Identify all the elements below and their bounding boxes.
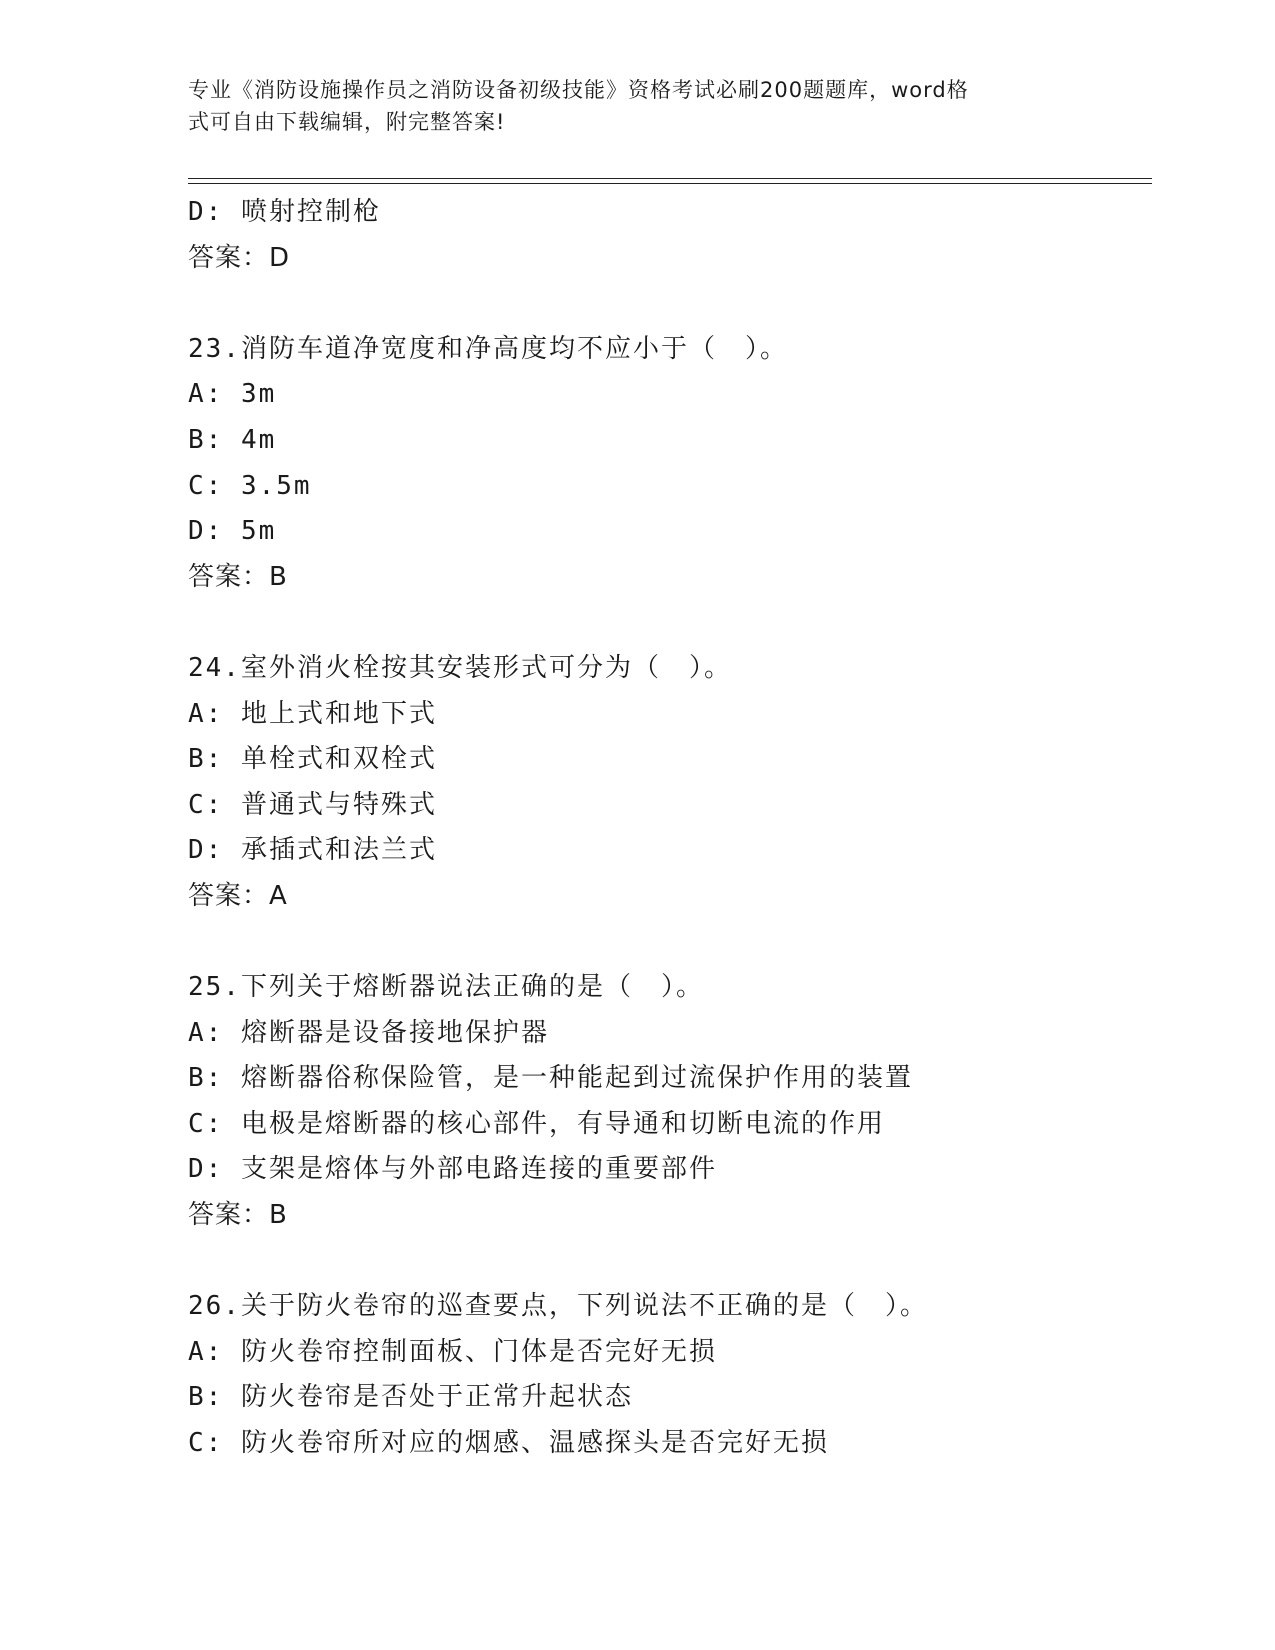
answer: 答案：B [188,561,288,592]
question-stem: 26.关于防火卷帘的巡查要点，下列说法不正确的是（ ）。 [188,1291,928,1322]
header-rule-top [188,178,1152,179]
question-stem: 25.下列关于熔断器说法正确的是（ ）。 [188,972,704,1003]
spacer [188,1239,1152,1285]
option-b: B: 防火卷帘是否处于正常升起状态 [188,1382,633,1413]
option-b: B: 4m [188,424,277,455]
option-a: A: 地上式和地下式 [188,698,437,729]
spacer [188,600,1152,646]
question-stem: 24.室外消火栓按其安装形式可分为（ ）。 [188,652,732,683]
question-26 [188,1284,1152,1466]
prev-answer: 答案：D [188,242,291,273]
prev-option-d: D: 喷射控制枪 [188,197,381,227]
option-d: D: 承插式和法兰式 [188,835,437,866]
option-a: A: 熔断器是设备接地保护器 [188,1017,549,1048]
option-c: C: 3.5m [188,470,312,501]
document-header [188,74,1068,138]
option-c: C: 防火卷帘所对应的烟感、温感探头是否完好无损 [188,1428,829,1459]
option-b: B: 熔断器俗称保险管，是一种能起到过流保护作用的装置 [188,1063,913,1094]
option-b: B: 单栓式和双栓式 [188,744,437,775]
question-23 [188,327,1152,601]
question-24 [188,646,1152,920]
option-d: D: 5m [188,516,277,547]
option-a: A: 防火卷帘控制面板、门体是否完好无损 [188,1336,717,1367]
header-line-2: 式可自由下载编辑，附完整答案! [188,110,506,134]
question-25 [188,965,1152,1239]
option-c: C: 普通式与特殊式 [188,789,437,820]
spacer [188,920,1152,966]
answer: 答案：A [188,880,288,911]
option-a: A: 3m [188,379,277,410]
header-rule-bottom [188,183,1152,184]
spacer [188,281,1152,327]
header-line-1: 专业《消防设施操作员之消防设备初级技能》资格考试必刷200题题库，word格 [188,78,969,102]
option-d: D: 支架是熔体与外部电路连接的重要部件 [188,1154,717,1185]
question-stem: 23.消防车道净宽度和净高度均不应小于（ ）。 [188,333,788,364]
answer: 答案：B [188,1200,288,1231]
question-list [188,190,1152,1467]
option-c: C: 电极是熔断器的核心部件，有导通和切断电流的作用 [188,1108,885,1139]
